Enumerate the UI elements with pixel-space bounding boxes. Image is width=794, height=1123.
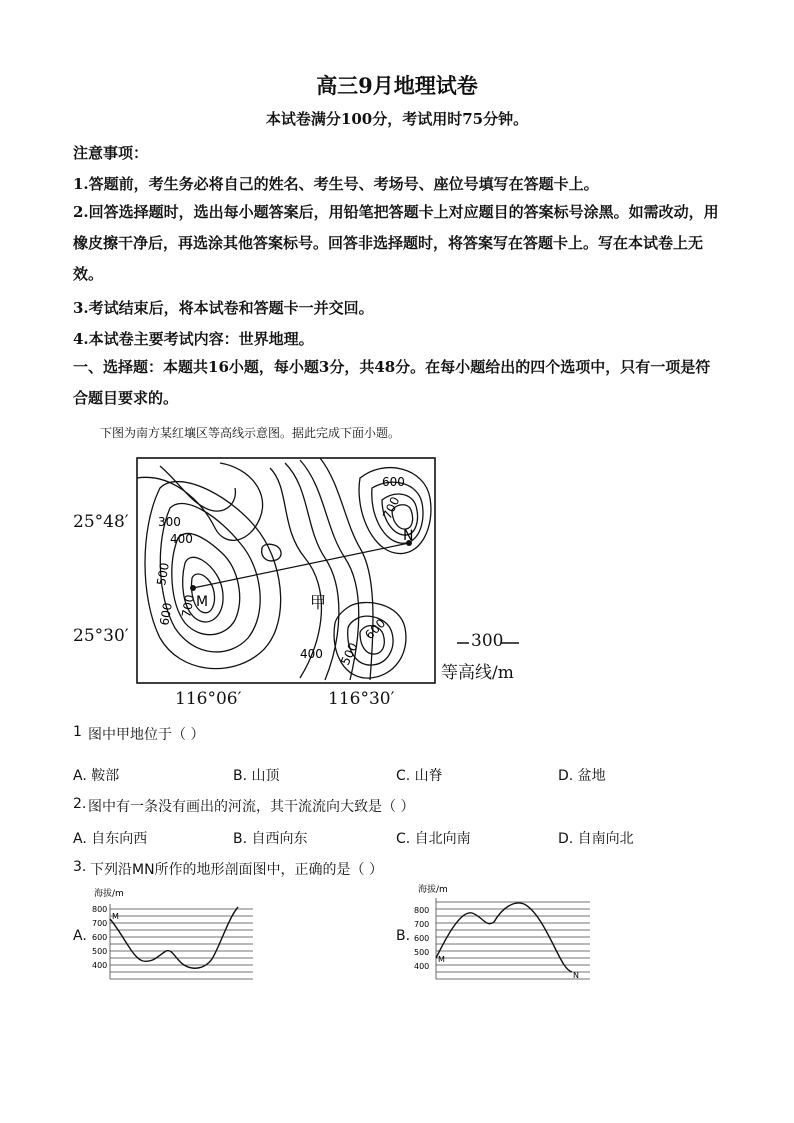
question-2-number: 2. — [73, 796, 87, 812]
exam-title: 高三9月地理试卷 — [316, 73, 478, 98]
question-2-option-b: B. 自西向东 — [233, 831, 308, 847]
profile-b-label-n: N — [573, 971, 579, 980]
profile-a-tick-500: 500 — [92, 947, 108, 956]
question-1-option-d: D. 盆地 — [558, 768, 606, 784]
question-2-option-c: C. 自北向南 — [396, 831, 471, 847]
exam-subtitle: 本试卷满分100分，考试用时75分钟。 — [265, 110, 529, 128]
map-lon-right: 116°30′ — [328, 689, 395, 709]
note-item-2: 2.回答选择题时，选出每小题答案后，用铅笔把答题卡上对应题目的答案标号涂黑。如需改动，用橡皮擦干净后，再选涂其他答案标号。回答非选择题时，将答案写在答题卡上。写在本试卷上无效。 — [73, 203, 719, 283]
map-lat-top: 25°48′ — [73, 512, 129, 532]
question-1-option-c: C. 山脊 — [396, 768, 443, 784]
jia-label: 甲 — [310, 593, 327, 612]
point-m-label: M — [196, 594, 209, 610]
contour-label-400-bottom: 400 — [300, 647, 323, 661]
map-lon-left: 116°06′ — [175, 689, 242, 709]
note-item-3: 3.考试结束后，将本试卷和答题卡一并交回。 — [73, 299, 374, 317]
question-2-text: 图中有一条没有画出的河流，其干流流向大致是（ ） — [88, 799, 415, 815]
profile-b-tick-600: 600 — [414, 934, 430, 943]
contour-label-500-bottom: 500 — [338, 640, 361, 668]
note-item-1: 1.答题前，考生务必将自己的姓名、考生号、考场号、座位号填写在答题卡上。 — [73, 175, 599, 193]
profile-b-ylabel: 海拔/m — [418, 885, 448, 895]
profile-b-tick-700: 700 — [414, 920, 430, 929]
notes-heading: 注意事项： — [73, 144, 149, 162]
question-2-option-d: D. 自南向北 — [558, 831, 634, 847]
contour-label-600-bottom: 600 — [362, 616, 389, 643]
profile-a-tick-600: 600 — [92, 933, 108, 942]
question-2-option-a: A. 自东向西 — [73, 831, 148, 847]
map-lat-bottom: 25°30′ — [73, 626, 129, 646]
question-1-option-a: A. 鞍部 — [73, 768, 120, 784]
profile-a-ylabel: 海拔/m — [94, 889, 124, 899]
point-n-label: N — [403, 528, 414, 544]
profile-b-curve — [436, 903, 572, 972]
profile-a-tick-800: 800 — [92, 905, 108, 914]
profile-b-tick-500: 500 — [414, 948, 430, 957]
question-3-text: 下列沿MN所作的地形剖面图中，正确的是（ ） — [90, 862, 384, 878]
profile-chart-a — [88, 884, 258, 982]
contour-map — [120, 448, 450, 693]
question-1-text: 图中甲地位于（ ） — [88, 727, 205, 743]
profile-a-label-m: M — [112, 912, 119, 921]
contour-label-700-right: 700 — [380, 494, 403, 522]
question-3-option-b: B. — [396, 928, 411, 944]
contour-label-600-right: 600 — [382, 475, 405, 489]
legend-label: 等高线/m — [441, 663, 514, 683]
profile-b-label-m: M — [438, 955, 445, 964]
question-1-option-b: B. 山顶 — [233, 768, 280, 784]
contour-label-500: 500 — [154, 561, 172, 587]
profile-b-tick-400: 400 — [414, 962, 430, 971]
contour-label-600: 600 — [157, 601, 175, 627]
section-intro: 下图为南方某红壤区等高线示意图。据此完成下面小题。 — [100, 426, 401, 440]
contour-label-400: 400 — [170, 532, 193, 546]
question-3-option-a: A. — [73, 928, 87, 944]
profile-a-tick-700: 700 — [92, 919, 108, 928]
legend-value: 300 — [471, 631, 504, 651]
section-heading: 一、选择题：本题共16小题，每小题3分，共48分。在每小题给出的四个选项中，只有一项是符合题目要求的。 — [73, 358, 711, 407]
profile-a-tick-400: 400 — [92, 961, 108, 970]
point-m-marker — [190, 585, 196, 591]
contour-label-300: 300 — [158, 515, 181, 529]
question-1-number: 1 — [73, 724, 82, 740]
profile-chart-b — [410, 880, 595, 984]
contour-label-700: 700 — [179, 593, 197, 619]
note-item-4: 4.本试卷主要考试内容：世界地理。 — [73, 330, 314, 348]
profile-b-tick-800: 800 — [414, 906, 430, 915]
question-3-number: 3. — [73, 859, 87, 875]
